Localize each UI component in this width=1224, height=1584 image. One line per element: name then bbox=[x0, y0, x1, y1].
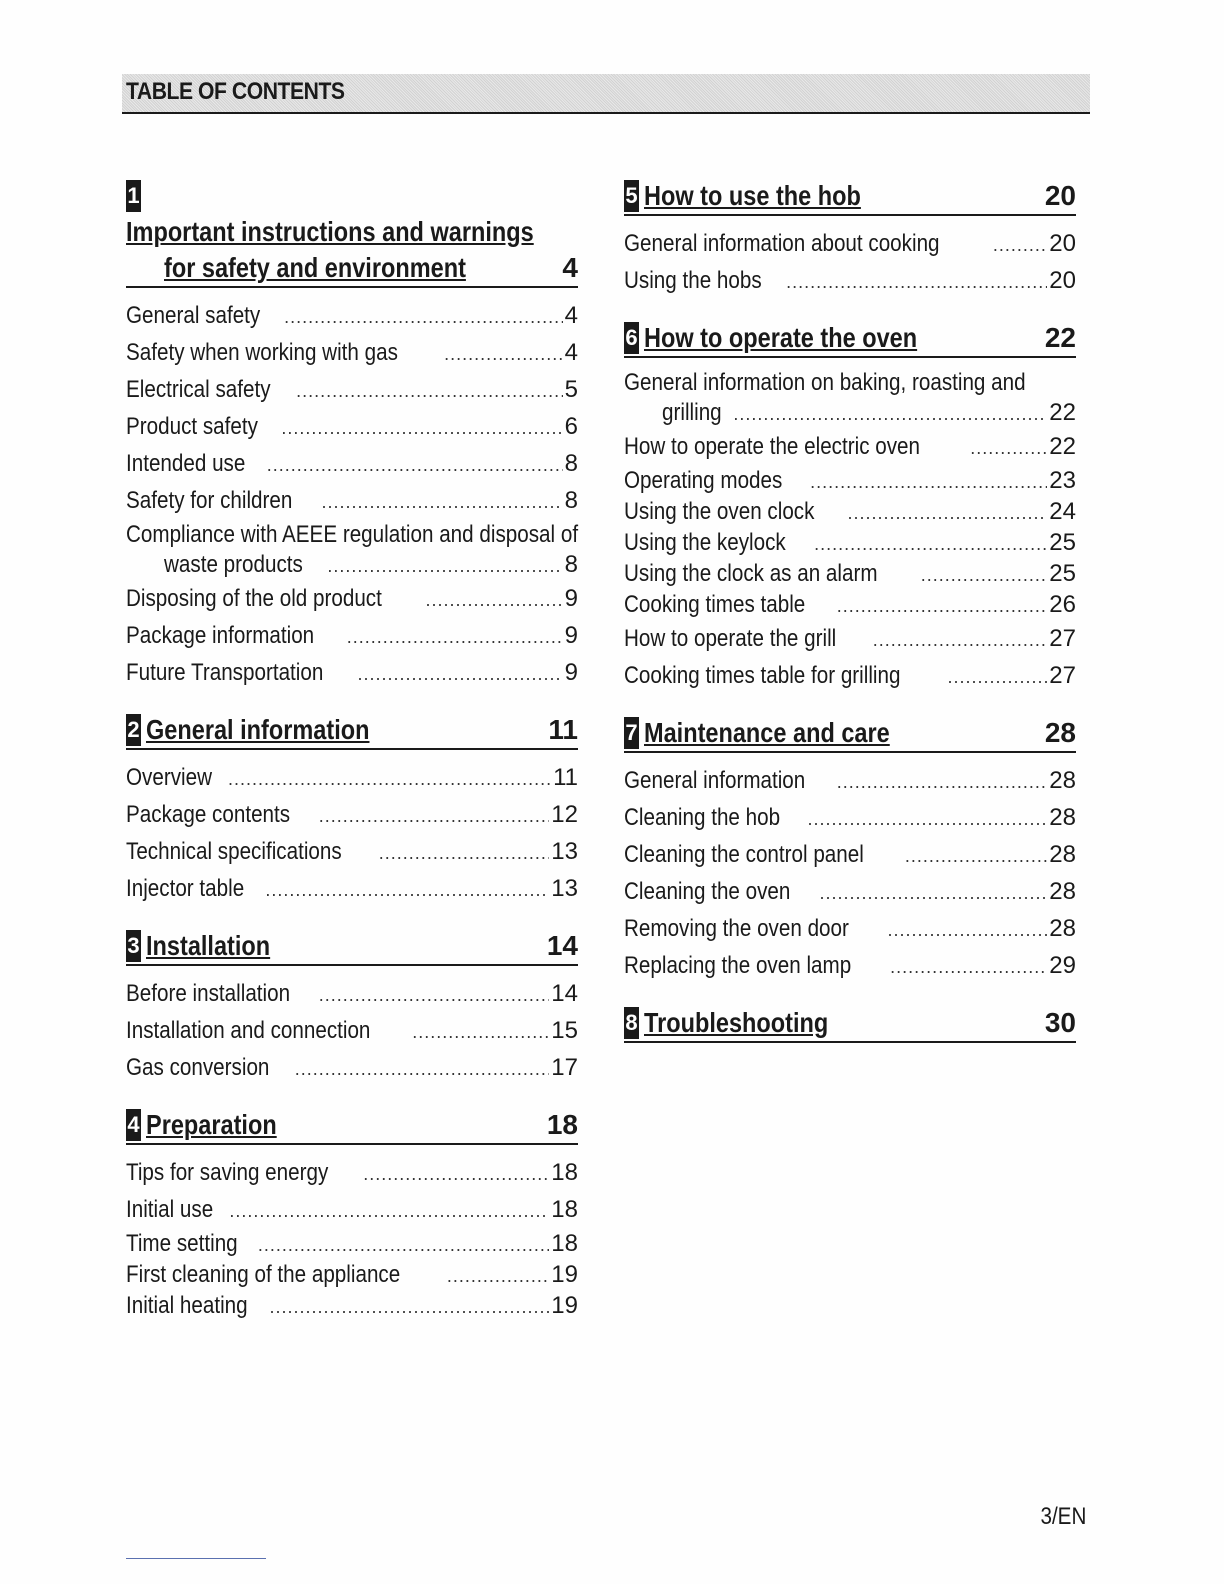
entry-label: Product safety bbox=[126, 413, 258, 440]
entry-label: Future Transportation bbox=[126, 659, 324, 686]
toc-entry[interactable] bbox=[126, 1229, 578, 1260]
leader-dots bbox=[921, 560, 1048, 590]
section-page: 28 bbox=[1044, 717, 1076, 748]
leader-dots bbox=[837, 591, 1048, 621]
section-page: 4 bbox=[562, 252, 578, 283]
footer-rule bbox=[126, 1558, 266, 1559]
entry-label: Cleaning the control panel bbox=[624, 841, 864, 868]
page-number: 3/EN bbox=[1040, 1503, 1086, 1530]
toc-entry[interactable] bbox=[126, 483, 578, 520]
leader-dots bbox=[319, 978, 550, 1013]
toc-entry[interactable] bbox=[126, 760, 578, 797]
toc-section-5 bbox=[624, 178, 1076, 300]
section-title: Preparation bbox=[146, 1109, 277, 1140]
entry-page: 28 bbox=[1049, 767, 1076, 794]
section-page: 18 bbox=[546, 1109, 578, 1140]
leader-dots bbox=[970, 431, 1047, 466]
entry-page: 27 bbox=[1049, 625, 1076, 652]
leader-dots bbox=[426, 583, 563, 618]
entry-list bbox=[624, 226, 1076, 300]
entry-label-continued: waste products bbox=[164, 551, 303, 578]
section-title-line1: Important instructions and warnings bbox=[126, 216, 534, 247]
toc-entry[interactable] bbox=[624, 497, 1076, 528]
entry-page: 13 bbox=[551, 838, 578, 865]
entry-page: 17 bbox=[551, 1054, 578, 1081]
toc-entry[interactable] bbox=[624, 226, 1076, 263]
entry-page: 26 bbox=[1049, 591, 1076, 618]
entry-label: Package information bbox=[126, 622, 315, 649]
toc-entry[interactable] bbox=[126, 1260, 578, 1291]
section-page: 11 bbox=[548, 714, 578, 745]
section-heading[interactable] bbox=[126, 178, 578, 288]
leader-dots bbox=[444, 337, 562, 372]
entry-page: 14 bbox=[551, 980, 578, 1007]
entry-page: 28 bbox=[1049, 841, 1076, 868]
leader-dots bbox=[847, 498, 1047, 528]
entry-label: Using the oven clock bbox=[624, 498, 815, 525]
toc-entry[interactable] bbox=[624, 590, 1076, 621]
toc-entry[interactable] bbox=[624, 800, 1076, 837]
entry-label: Tips for saving energy bbox=[126, 1159, 329, 1186]
section-title: How to operate the oven bbox=[644, 322, 918, 353]
section-number-badge: 7 bbox=[624, 717, 639, 749]
toc-entry[interactable] bbox=[624, 837, 1076, 874]
leader-dots bbox=[363, 1157, 549, 1192]
leader-dots bbox=[447, 1261, 549, 1291]
toc-entry[interactable] bbox=[126, 409, 578, 446]
entry-label: Disposing of the old product bbox=[126, 585, 382, 612]
entry-page: 11 bbox=[553, 764, 578, 791]
entry-page: 28 bbox=[1049, 915, 1076, 942]
entry-page: 4 bbox=[564, 339, 578, 366]
entry-label: Replacing the oven lamp bbox=[624, 952, 852, 979]
entry-label: Gas conversion bbox=[126, 1054, 270, 1081]
leader-dots bbox=[357, 657, 562, 692]
entry-page: 25 bbox=[1049, 560, 1076, 587]
leader-dots bbox=[347, 620, 563, 655]
entry-page: 5 bbox=[564, 376, 578, 403]
section-title: How to use the hob bbox=[644, 180, 861, 211]
entry-page: 9 bbox=[564, 585, 578, 612]
entry-list bbox=[126, 760, 578, 908]
entry-label: Using the hobs bbox=[624, 267, 762, 294]
entry-label: How to operate the electric oven bbox=[624, 433, 921, 460]
toc-entry[interactable] bbox=[126, 335, 578, 372]
entry-label: General information on baking, roasting and bbox=[624, 369, 1026, 396]
entry-page: 22 bbox=[1049, 433, 1076, 460]
entry-label: How to operate the grill bbox=[624, 625, 837, 652]
entry-page: 18 bbox=[551, 1230, 578, 1257]
entry-page: 28 bbox=[1049, 804, 1076, 831]
toc-entry[interactable] bbox=[624, 559, 1076, 590]
leader-dots bbox=[321, 485, 562, 520]
toc-section-8 bbox=[624, 1005, 1076, 1043]
leader-dots bbox=[229, 1194, 549, 1229]
leader-dots bbox=[379, 836, 550, 871]
toc-section-6 bbox=[624, 320, 1076, 695]
entry-label: Safety for children bbox=[126, 487, 293, 514]
section-page: 20 bbox=[1044, 180, 1076, 211]
leader-dots bbox=[296, 374, 563, 409]
leader-dots bbox=[905, 839, 1047, 874]
toc-entry[interactable] bbox=[126, 618, 578, 655]
toc-entry[interactable] bbox=[624, 621, 1076, 658]
leader-dots bbox=[412, 1015, 549, 1050]
entry-page: 29 bbox=[1049, 952, 1076, 979]
entry-label: First cleaning of the appliance bbox=[126, 1261, 401, 1288]
toc-section-7 bbox=[624, 715, 1076, 985]
leader-dots bbox=[327, 551, 562, 581]
entry-label: Injector table bbox=[126, 875, 245, 902]
entry-label: Installation and connection bbox=[126, 1017, 371, 1044]
toc-entry[interactable] bbox=[126, 446, 578, 483]
leader-dots bbox=[873, 623, 1048, 658]
entry-page: 8 bbox=[564, 487, 578, 514]
entry-label: Using the keylock bbox=[624, 529, 786, 556]
toc-entry[interactable] bbox=[624, 911, 1076, 948]
leader-dots bbox=[819, 876, 1047, 911]
toc-entry[interactable] bbox=[126, 1192, 578, 1229]
entry-page: 12 bbox=[551, 801, 578, 828]
leader-dots bbox=[814, 529, 1047, 559]
section-heading[interactable] bbox=[624, 320, 1076, 358]
entry-list bbox=[126, 298, 578, 692]
leader-dots bbox=[837, 765, 1048, 800]
toc-header-bar bbox=[122, 74, 1090, 114]
toc-entry[interactable] bbox=[126, 655, 578, 692]
section-heading[interactable] bbox=[624, 178, 1076, 216]
section-title: Troubleshooting bbox=[644, 1007, 829, 1038]
section-number-badge: 5 bbox=[624, 180, 639, 212]
entry-label: Compliance with AEEE regulation and disposal of bbox=[126, 521, 579, 548]
toc-entry[interactable] bbox=[126, 871, 578, 908]
entry-page: 19 bbox=[551, 1261, 578, 1288]
entry-label: Technical specifications bbox=[126, 838, 342, 865]
section-title: Maintenance and care bbox=[644, 717, 890, 748]
entry-label-continued: grilling bbox=[662, 399, 722, 426]
section-number-badge: 3 bbox=[126, 930, 141, 962]
entry-label: Initial heating bbox=[126, 1292, 248, 1319]
entry-label: Safety when working with gas bbox=[126, 339, 398, 366]
toc-entry[interactable] bbox=[126, 298, 578, 335]
entry-label: Initial use bbox=[126, 1196, 214, 1223]
section-number-badge: 4 bbox=[126, 1109, 141, 1141]
toc-entry[interactable] bbox=[624, 763, 1076, 800]
toc-entry[interactable] bbox=[624, 528, 1076, 559]
entry-label: Cooking times table for grilling bbox=[624, 662, 901, 689]
leader-dots bbox=[258, 1230, 549, 1260]
toc-entry[interactable] bbox=[126, 834, 578, 871]
toc-entry[interactable] bbox=[624, 429, 1076, 466]
toc-entry[interactable] bbox=[126, 797, 578, 834]
toc-section-3 bbox=[126, 928, 578, 1087]
leader-dots bbox=[807, 802, 1047, 837]
entry-page: 13 bbox=[551, 875, 578, 902]
entry-page: 23 bbox=[1049, 467, 1076, 494]
leader-dots bbox=[888, 913, 1048, 948]
leader-dots bbox=[281, 411, 562, 446]
entry-page: 15 bbox=[551, 1017, 578, 1044]
toc-entry[interactable] bbox=[126, 581, 578, 618]
entry-list bbox=[624, 368, 1076, 695]
leader-dots bbox=[269, 1292, 549, 1322]
toc-entry[interactable] bbox=[624, 948, 1076, 985]
entry-page: 8 bbox=[564, 450, 578, 477]
section-page: 30 bbox=[1044, 1007, 1076, 1038]
entry-page: 20 bbox=[1049, 267, 1076, 294]
leader-dots bbox=[284, 300, 563, 335]
entry-label: Cleaning the hob bbox=[624, 804, 781, 831]
entry-page: 22 bbox=[1049, 399, 1076, 426]
page-title: TABLE OF CONTENTS bbox=[126, 78, 345, 105]
entry-label: Operating modes bbox=[624, 467, 783, 494]
leader-dots bbox=[786, 265, 1047, 300]
entry-list bbox=[624, 763, 1076, 985]
leader-dots bbox=[993, 228, 1047, 263]
entry-label: General safety bbox=[126, 302, 261, 329]
entry-label: General information about cooking bbox=[624, 230, 940, 257]
entry-label: Removing the oven door bbox=[624, 915, 849, 942]
entry-page: 9 bbox=[564, 622, 578, 649]
leader-dots bbox=[947, 660, 1047, 695]
section-number-badge: 6 bbox=[624, 322, 639, 354]
toc-entry[interactable] bbox=[126, 1155, 578, 1192]
entry-label: Cleaning the oven bbox=[624, 878, 791, 905]
toc-entry[interactable] bbox=[126, 520, 578, 581]
toc-section-1 bbox=[126, 178, 578, 692]
section-number-badge: 2 bbox=[126, 714, 141, 746]
entry-page: 28 bbox=[1049, 878, 1076, 905]
entry-label: Cooking times table bbox=[624, 591, 806, 618]
section-title-line2: for safety and environment bbox=[164, 252, 466, 283]
entry-page: 27 bbox=[1049, 662, 1076, 689]
entry-page: 25 bbox=[1049, 529, 1076, 556]
entry-list bbox=[126, 1155, 578, 1322]
entry-page: 6 bbox=[564, 413, 578, 440]
toc-section-2 bbox=[126, 712, 578, 908]
leader-dots bbox=[228, 762, 551, 797]
entry-page: 4 bbox=[564, 302, 578, 329]
entry-label: Time setting bbox=[126, 1230, 238, 1257]
entry-page: 19 bbox=[551, 1292, 578, 1319]
leader-dots bbox=[265, 873, 549, 908]
toc-entry[interactable] bbox=[624, 263, 1076, 300]
leader-dots bbox=[890, 950, 1047, 985]
entry-page: 24 bbox=[1049, 498, 1076, 525]
entry-label: Intended use bbox=[126, 450, 246, 477]
section-heading[interactable] bbox=[126, 712, 578, 750]
entry-label: Before installation bbox=[126, 980, 291, 1007]
entry-label: General information bbox=[624, 767, 806, 794]
section-number-badge: 8 bbox=[624, 1007, 639, 1039]
leader-dots bbox=[295, 1052, 550, 1087]
toc-section-4 bbox=[126, 1107, 578, 1322]
toc-entry[interactable] bbox=[624, 658, 1076, 695]
section-heading[interactable] bbox=[126, 1107, 578, 1145]
entry-label: Using the clock as an alarm bbox=[624, 560, 878, 587]
toc-entry[interactable] bbox=[624, 466, 1076, 497]
toc-column-left bbox=[126, 178, 578, 1342]
section-title: Installation bbox=[146, 930, 271, 961]
toc-entry[interactable] bbox=[126, 976, 578, 1013]
toc-entry[interactable] bbox=[126, 1013, 578, 1050]
section-heading[interactable] bbox=[624, 715, 1076, 753]
leader-dots bbox=[319, 799, 550, 834]
entry-page: 20 bbox=[1049, 230, 1076, 257]
section-heading[interactable] bbox=[126, 928, 578, 966]
toc-entry[interactable] bbox=[624, 874, 1076, 911]
entry-page: 18 bbox=[551, 1196, 578, 1223]
toc-column-right bbox=[624, 178, 1076, 1063]
toc-entry[interactable] bbox=[624, 368, 1076, 429]
toc-entry[interactable] bbox=[126, 1050, 578, 1087]
entry-page: 8 bbox=[564, 551, 578, 578]
entry-page: 18 bbox=[551, 1159, 578, 1186]
entry-label: Package contents bbox=[126, 801, 291, 828]
leader-dots bbox=[267, 448, 563, 483]
entry-page: 9 bbox=[564, 659, 578, 686]
section-heading[interactable] bbox=[624, 1005, 1076, 1043]
leader-dots bbox=[733, 399, 1047, 429]
entry-list bbox=[126, 976, 578, 1087]
toc-entry[interactable] bbox=[126, 372, 578, 409]
section-page: 14 bbox=[546, 930, 578, 961]
entry-label: Overview bbox=[126, 764, 213, 791]
section-page: 22 bbox=[1044, 322, 1076, 353]
leader-dots bbox=[810, 467, 1047, 497]
section-title: General information bbox=[146, 714, 370, 745]
section-number-badge: 1 bbox=[126, 180, 141, 212]
entry-label: Electrical safety bbox=[126, 376, 271, 403]
toc-entry[interactable] bbox=[126, 1291, 578, 1322]
